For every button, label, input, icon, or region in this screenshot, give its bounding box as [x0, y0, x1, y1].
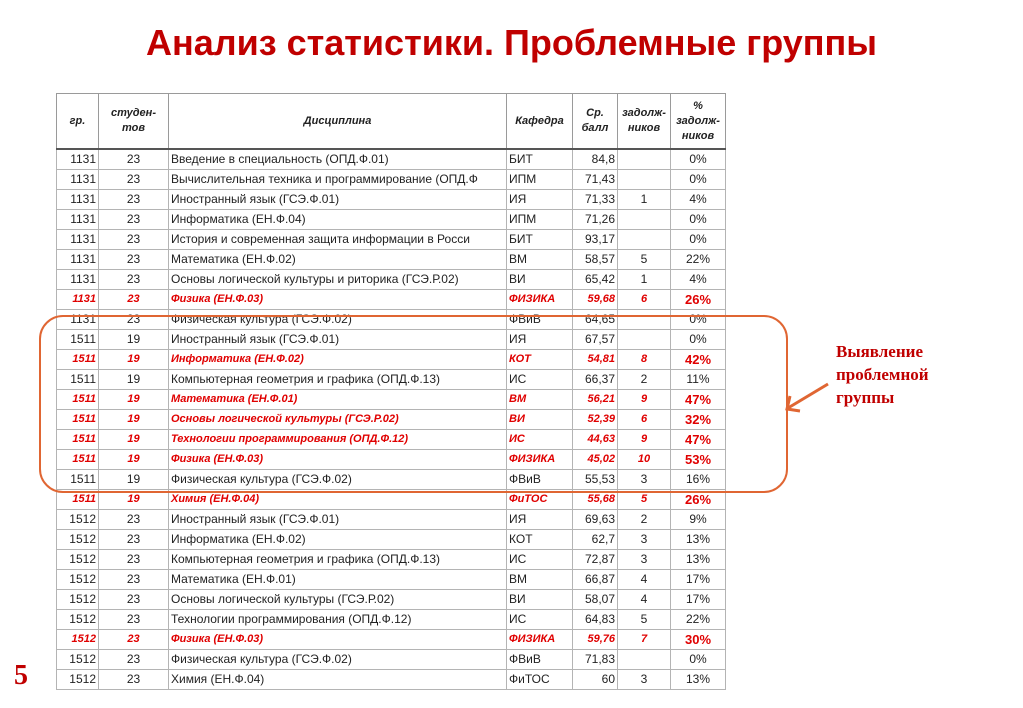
cell-debtors: 4 — [618, 570, 671, 590]
cell-debtors: 9 — [618, 390, 671, 410]
cell-students: 23 — [99, 570, 169, 590]
cell-debtors-percent: 0% — [671, 149, 726, 170]
cell-discipline: Технологии программирования (ОПД.Ф.12) — [169, 610, 507, 630]
cell-debtors-percent: 4% — [671, 190, 726, 210]
header-debtors-percent: % задолж- ников — [671, 94, 726, 150]
callout-line-1: Выявление — [836, 342, 923, 361]
cell-department: ФВиВ — [507, 310, 573, 330]
cell-discipline: Физическая культура (ГСЭ.Ф.02) — [169, 650, 507, 670]
cell-department: ФИЗИКА — [507, 290, 573, 310]
cell-discipline: Математика (ЕН.Ф.02) — [169, 250, 507, 270]
cell-group: 1512 — [57, 570, 99, 590]
cell-group: 1131 — [57, 190, 99, 210]
table-row — [57, 270, 726, 290]
cell-group: 1511 — [57, 330, 99, 350]
cell-students: 19 — [99, 330, 169, 350]
header-discipline: Дисциплина — [169, 94, 507, 150]
table-row — [57, 170, 726, 190]
table-row — [57, 149, 726, 170]
cell-debtors-percent: 42% — [671, 350, 726, 370]
cell-debtors-percent: 17% — [671, 570, 726, 590]
cell-discipline: Технологии программирования (ОПД.Ф.12) — [169, 430, 507, 450]
cell-debtors: 2 — [618, 510, 671, 530]
cell-group: 1131 — [57, 270, 99, 290]
cell-debtors: 3 — [618, 470, 671, 490]
cell-students: 23 — [99, 510, 169, 530]
cell-average-score: 65,42 — [573, 270, 618, 290]
cell-department: БИТ — [507, 230, 573, 250]
cell-group: 1512 — [57, 550, 99, 570]
cell-group: 1131 — [57, 290, 99, 310]
cell-students: 23 — [99, 650, 169, 670]
cell-students: 23 — [99, 530, 169, 550]
cell-discipline: Информатика (ЕН.Ф.02) — [169, 530, 507, 550]
cell-students: 23 — [99, 230, 169, 250]
cell-average-score: 45,02 — [573, 450, 618, 470]
cell-discipline: Физика (ЕН.Ф.03) — [169, 630, 507, 650]
cell-average-score: 71,33 — [573, 190, 618, 210]
cell-department: ВИ — [507, 270, 573, 290]
table-row — [57, 590, 726, 610]
cell-students: 19 — [99, 350, 169, 370]
cell-department: ИЯ — [507, 510, 573, 530]
cell-discipline: Информатика (ЕН.Ф.04) — [169, 210, 507, 230]
cell-debtors-percent: 13% — [671, 530, 726, 550]
cell-average-score: 44,63 — [573, 430, 618, 450]
cell-average-score: 58,57 — [573, 250, 618, 270]
header-department: Кафедра — [507, 94, 573, 150]
cell-students: 23 — [99, 190, 169, 210]
table-row — [57, 650, 726, 670]
cell-debtors-percent: 4% — [671, 270, 726, 290]
cell-debtors — [618, 149, 671, 170]
cell-group: 1511 — [57, 350, 99, 370]
cell-debtors-percent: 9% — [671, 510, 726, 530]
cell-students: 23 — [99, 590, 169, 610]
cell-average-score: 52,39 — [573, 410, 618, 430]
cell-discipline: Химия (ЕН.Ф.04) — [169, 670, 507, 690]
cell-debtors-percent: 53% — [671, 450, 726, 470]
cell-students: 23 — [99, 630, 169, 650]
page-title: Анализ статистики. Проблемные группы — [145, 22, 878, 63]
cell-students: 19 — [99, 490, 169, 510]
cell-discipline: Компьютерная геометрия и графика (ОПД.Ф.13) — [169, 370, 507, 390]
cell-department: ИС — [507, 610, 573, 630]
cell-department: ВИ — [507, 410, 573, 430]
table-row — [57, 210, 726, 230]
cell-discipline: Основы логической культуры и риторика (ГСЭ.Р.02) — [169, 270, 507, 290]
cell-debtors — [618, 170, 671, 190]
cell-debtors: 6 — [618, 410, 671, 430]
cell-average-score: 69,63 — [573, 510, 618, 530]
cell-debtors: 7 — [618, 630, 671, 650]
cell-students: 19 — [99, 470, 169, 490]
cell-discipline: Математика (ЕН.Ф.01) — [169, 570, 507, 590]
cell-debtors: 1 — [618, 190, 671, 210]
cell-debtors-percent: 11% — [671, 370, 726, 390]
cell-discipline: Основы логической культуры (ГСЭ.Р.02) — [169, 410, 507, 430]
cell-debtors-percent: 47% — [671, 430, 726, 450]
cell-debtors-percent: 30% — [671, 630, 726, 650]
cell-discipline: Введение в специальность (ОПД.Ф.01) — [169, 149, 507, 170]
cell-group: 1511 — [57, 470, 99, 490]
cell-department: ИЯ — [507, 190, 573, 210]
cell-group: 1512 — [57, 510, 99, 530]
cell-debtors-percent: 0% — [671, 170, 726, 190]
cell-department: КОТ — [507, 350, 573, 370]
cell-debtors: 1 — [618, 270, 671, 290]
table-row — [57, 670, 726, 690]
cell-discipline: Информатика (ЕН.Ф.02) — [169, 350, 507, 370]
cell-department: ИЯ — [507, 330, 573, 350]
cell-average-score: 55,68 — [573, 490, 618, 510]
header-average-score: Ср. балл — [573, 94, 618, 150]
cell-students: 19 — [99, 370, 169, 390]
cell-department: ИС — [507, 550, 573, 570]
cell-group: 1511 — [57, 370, 99, 390]
cell-discipline: Вычислительная техника и программирование (ОПД.Ф — [169, 170, 507, 190]
cell-debtors — [618, 650, 671, 670]
cell-department: ВМ — [507, 390, 573, 410]
table-row — [57, 510, 726, 530]
cell-group: 1511 — [57, 390, 99, 410]
cell-debtors: 5 — [618, 610, 671, 630]
cell-department: ВИ — [507, 590, 573, 610]
arrow-down-left-icon — [782, 378, 832, 418]
problem-group-highlight-box — [39, 315, 788, 493]
cell-debtors-percent: 32% — [671, 410, 726, 430]
cell-average-score: 56,21 — [573, 390, 618, 410]
cell-debtors: 2 — [618, 370, 671, 390]
table-row — [57, 230, 726, 250]
page-number: 5 — [14, 660, 28, 691]
table-row — [57, 610, 726, 630]
cell-department: КОТ — [507, 530, 573, 550]
cell-department: ФИЗИКА — [507, 450, 573, 470]
cell-discipline: Компьютерная геометрия и графика (ОПД.Ф.13) — [169, 550, 507, 570]
header-group: гр. — [57, 94, 99, 150]
cell-department: ВМ — [507, 250, 573, 270]
table-row — [57, 550, 726, 570]
cell-discipline: Иностранный язык (ГСЭ.Ф.01) — [169, 190, 507, 210]
cell-discipline: Иностранный язык (ГСЭ.Ф.01) — [169, 330, 507, 350]
callout-line-2: проблемной — [836, 365, 929, 384]
cell-debtors-percent: 0% — [671, 210, 726, 230]
cell-average-score: 71,83 — [573, 650, 618, 670]
cell-average-score: 71,43 — [573, 170, 618, 190]
cell-debtors — [618, 230, 671, 250]
cell-group: 1131 — [57, 170, 99, 190]
cell-group: 1512 — [57, 610, 99, 630]
cell-department: ФВиВ — [507, 470, 573, 490]
callout-line-3: группы — [836, 388, 895, 407]
cell-debtors: 9 — [618, 430, 671, 450]
cell-students: 23 — [99, 610, 169, 630]
cell-debtors: 8 — [618, 350, 671, 370]
cell-group: 1512 — [57, 530, 99, 550]
cell-group: 1512 — [57, 650, 99, 670]
cell-debtors: 4 — [618, 590, 671, 610]
cell-department: ВМ — [507, 570, 573, 590]
cell-discipline: Химия (ЕН.Ф.04) — [169, 490, 507, 510]
cell-average-score: 64,83 — [573, 610, 618, 630]
cell-discipline: Физическая культура (ГСЭ.Ф.02) — [169, 310, 507, 330]
cell-discipline: Физика (ЕН.Ф.03) — [169, 450, 507, 470]
cell-average-score: 59,76 — [573, 630, 618, 650]
cell-debtors-percent: 16% — [671, 470, 726, 490]
cell-group: 1512 — [57, 630, 99, 650]
cell-debtors: 3 — [618, 530, 671, 550]
cell-debtors: 3 — [618, 550, 671, 570]
cell-department: БИТ — [507, 149, 573, 170]
cell-debtors-percent: 17% — [671, 590, 726, 610]
cell-group: 1131 — [57, 210, 99, 230]
cell-average-score: 84,8 — [573, 149, 618, 170]
cell-students: 19 — [99, 450, 169, 470]
cell-debtors-percent: 26% — [671, 290, 726, 310]
cell-debtors-percent: 47% — [671, 390, 726, 410]
cell-debtors-percent: 26% — [671, 490, 726, 510]
cell-average-score: 58,07 — [573, 590, 618, 610]
table-header-row — [57, 94, 726, 150]
cell-discipline: Физика (ЕН.Ф.03) — [169, 290, 507, 310]
cell-average-score: 66,87 — [573, 570, 618, 590]
cell-group: 1131 — [57, 230, 99, 250]
cell-department: ИПМ — [507, 210, 573, 230]
cell-discipline: История и современная защита информации в Росси — [169, 230, 507, 250]
cell-debtors: 6 — [618, 290, 671, 310]
cell-average-score: 66,37 — [573, 370, 618, 390]
cell-department: ФиТОС — [507, 670, 573, 690]
cell-students: 23 — [99, 170, 169, 190]
cell-students: 23 — [99, 149, 169, 170]
cell-average-score: 55,53 — [573, 470, 618, 490]
cell-department: ФиТОС — [507, 490, 573, 510]
cell-group: 1512 — [57, 670, 99, 690]
cell-debtors-percent: 22% — [671, 250, 726, 270]
cell-group: 1511 — [57, 410, 99, 430]
cell-debtors: 5 — [618, 250, 671, 270]
table-row-problem — [57, 290, 726, 310]
cell-debtors: 10 — [618, 450, 671, 470]
cell-department: ФВиВ — [507, 650, 573, 670]
cell-students: 23 — [99, 670, 169, 690]
header-debtors: задолж- ников — [618, 94, 671, 150]
cell-debtors — [618, 210, 671, 230]
table-row — [57, 250, 726, 270]
cell-students: 23 — [99, 290, 169, 310]
cell-students: 19 — [99, 430, 169, 450]
cell-average-score: 64,65 — [573, 310, 618, 330]
cell-debtors-percent: 0% — [671, 230, 726, 250]
cell-group: 1511 — [57, 490, 99, 510]
cell-discipline: Математика (ЕН.Ф.01) — [169, 390, 507, 410]
cell-students: 23 — [99, 550, 169, 570]
callout-note — [836, 340, 966, 409]
cell-debtors-percent: 0% — [671, 310, 726, 330]
cell-students: 23 — [99, 310, 169, 330]
cell-discipline: Иностранный язык (ГСЭ.Ф.01) — [169, 510, 507, 530]
cell-discipline: Основы логической культуры (ГСЭ.Р.02) — [169, 590, 507, 610]
cell-average-score: 67,57 — [573, 330, 618, 350]
cell-debtors-percent: 22% — [671, 610, 726, 630]
header-students: студен- тов — [99, 94, 169, 150]
table-row — [57, 530, 726, 550]
cell-department: ФИЗИКА — [507, 630, 573, 650]
cell-students: 23 — [99, 210, 169, 230]
cell-debtors: 3 — [618, 670, 671, 690]
cell-group: 1131 — [57, 149, 99, 170]
cell-department: ИПМ — [507, 170, 573, 190]
cell-average-score: 93,17 — [573, 230, 618, 250]
cell-department: ИС — [507, 370, 573, 390]
cell-debtors-percent: 13% — [671, 670, 726, 690]
cell-group: 1511 — [57, 450, 99, 470]
table-row — [57, 570, 726, 590]
cell-average-score: 72,87 — [573, 550, 618, 570]
cell-average-score: 71,26 — [573, 210, 618, 230]
cell-debtors-percent: 0% — [671, 330, 726, 350]
table-row — [57, 190, 726, 210]
cell-students: 19 — [99, 390, 169, 410]
cell-students: 23 — [99, 270, 169, 290]
cell-group: 1131 — [57, 310, 99, 330]
cell-average-score: 54,81 — [573, 350, 618, 370]
cell-debtors-percent: 0% — [671, 650, 726, 670]
cell-debtors-percent: 13% — [671, 550, 726, 570]
cell-students: 19 — [99, 410, 169, 430]
cell-group: 1511 — [57, 430, 99, 450]
cell-group: 1512 — [57, 590, 99, 610]
cell-group: 1131 — [57, 250, 99, 270]
cell-average-score: 62,7 — [573, 530, 618, 550]
cell-average-score: 60 — [573, 670, 618, 690]
cell-department: ИС — [507, 430, 573, 450]
cell-average-score: 59,68 — [573, 290, 618, 310]
cell-discipline: Физическая культура (ГСЭ.Ф.02) — [169, 470, 507, 490]
cell-students: 23 — [99, 250, 169, 270]
table-row-problem — [57, 630, 726, 650]
cell-debtors: 5 — [618, 490, 671, 510]
